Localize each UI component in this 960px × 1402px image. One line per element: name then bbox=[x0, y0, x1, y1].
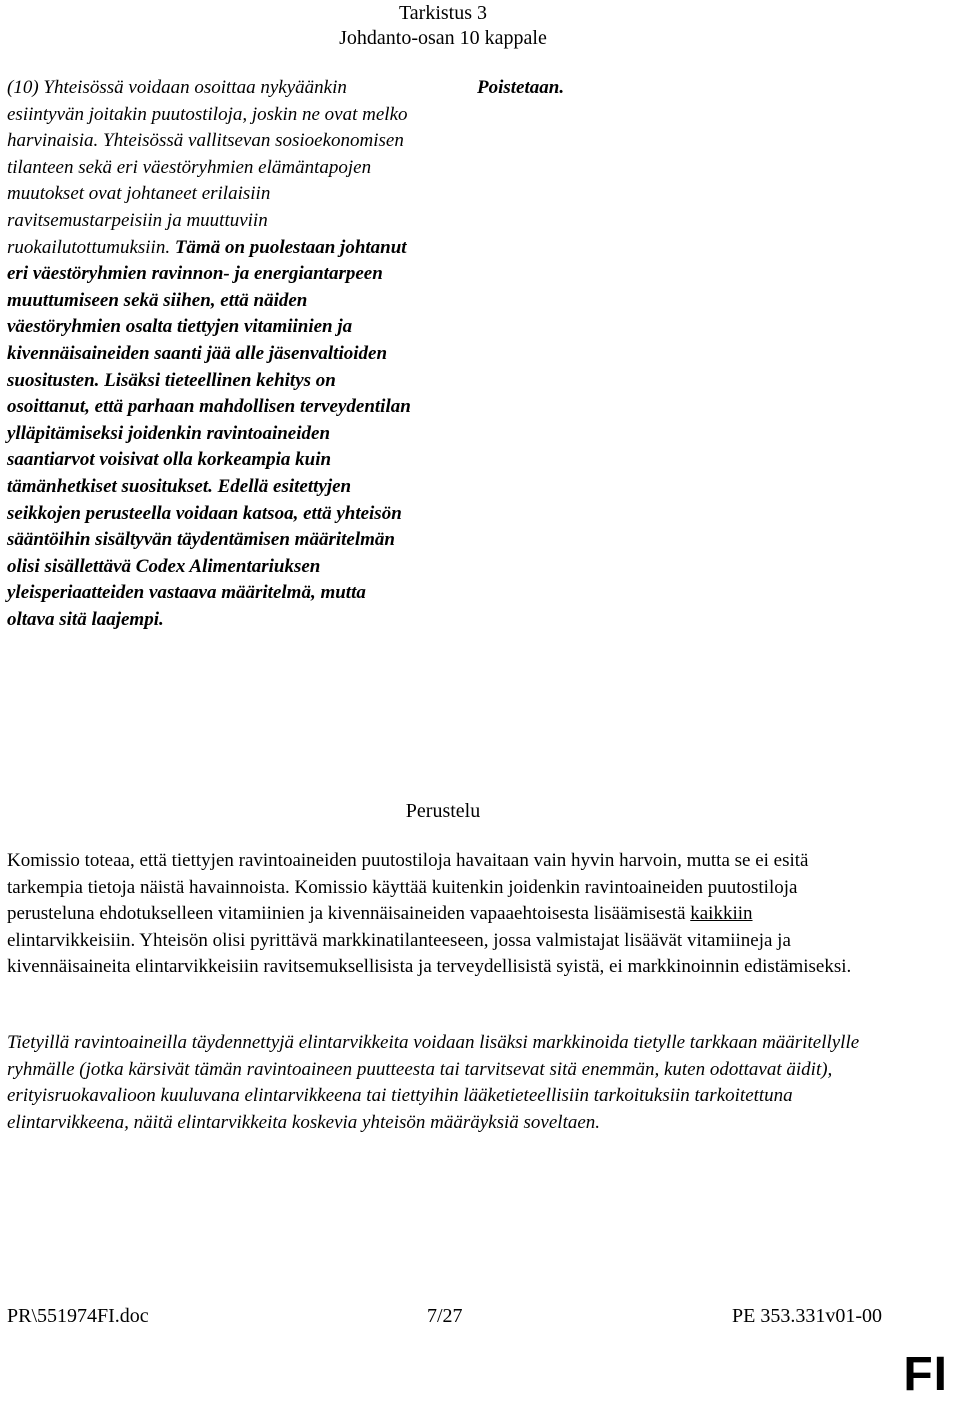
justification-p1-start: Komissio toteaa, että tiettyjen ravintoaineiden puutostiloja havaitaan vain hyvin harvoin, mutta se ei esitä tarkempia tietoja näistä havainnoista. Komissio käyttää kuitenkin joidenkin ravintoaineiden puutostiloja perusteluna ehdotukselleen vitamiinien ja kivennäisaineiden vapaaehtoisesta lisäämisestä bbox=[7, 850, 809, 925]
original-text-part3: Lisäksi tieteellinen kehitys on osoittanut, että parhaan mahdollisen terveydentilan ylläpitämiseksi joidenkin ravintoaineiden saantiarvot voisivat olla korkeampia kuin tämänhetkiset suositukset. Edellä esitettyjen seikkojen perusteella voidaan katsoa, että yhteisön sääntöihin sisältyvän täydentämisen määritelmän olisi sisällettävä Codex Alimentariuksen yleisperiaatteiden vastaava määritelmä, mutta oltava sitä laajempi. bbox=[7, 369, 411, 630]
document-filename: PR\551974FI.doc bbox=[7, 1305, 149, 1327]
underlined-word: kaikkiin bbox=[690, 903, 753, 925]
justification-paragraph-2: Tietyillä ravintoaineilla täydennettyjä elintarvikkeita voidaan lisäksi markkinoida tietylle tarkkaan määritellylle ryhmälle (jotka kärsivät tämän ravintoaineen puutteesta tai tarvitsevat sitä enemmän, kuten odottavat äidit), erityisruokavalioon kuuluvana elintarvikkeena tai tiettyihin lääketieteellisiin tarkoituksiin tarkoitettuna elintarvikkeena, näitä elintarvikkeita koskevia yhteisön määräyksiä soveltaen. bbox=[7, 1032, 860, 1133]
amendment-number: Tarkistus 3 bbox=[398, 2, 488, 24]
page-footer bbox=[7, 1302, 882, 1330]
language-code: FI bbox=[903, 1348, 948, 1401]
original-text-column bbox=[7, 75, 417, 633]
amendment-target: Johdanto-osan 10 kappale bbox=[339, 27, 547, 49]
justification-paragraph-1 bbox=[7, 848, 877, 981]
page-number: 7/27 bbox=[427, 1305, 463, 1327]
document-reference: PE 353.331v01-00 bbox=[732, 1305, 882, 1327]
justification-heading: Perustelu bbox=[405, 800, 481, 822]
justification-p1-end: elintarvikkeisiin. Yhteisön olisi pyrittävä markkinatilanteeseen, jossa valmistajat lisäävät vitamiineja ja kivennäisaineita elintarvikkeisiin ravitsemuksellisista ja terveydellisistä syistä, ei markkinoinnin edistämiseksi. bbox=[7, 929, 852, 978]
original-text-part2: Tämä on puolestaan johtanut eri väestöryhmien ravinnon- ja energiantarpeen muuttumiseen sekä siihen, että näiden väestöryhmien osalta tiettyjen vitamiinien ja kivennäisaineiden saanti jää alle jäsenvaltioiden suositusten. bbox=[7, 236, 407, 391]
amended-text-column: Poistetaan. bbox=[477, 77, 565, 98]
original-text-part1: (10) Yhteisössä voidaan osoittaa nykyäänkin esiintyvän joitakin puutostiloja, joskin ne ovat melko harvinaisia. Yhteisössä vallitsevan sosioekonomisen tilanteen sekä eri väestöryhmien elämäntapojen muutokset ovat johtaneet erilaisiin ravitsemustarpeisiin ja muuttuviin ruokailutottumuksiin. bbox=[7, 77, 408, 258]
